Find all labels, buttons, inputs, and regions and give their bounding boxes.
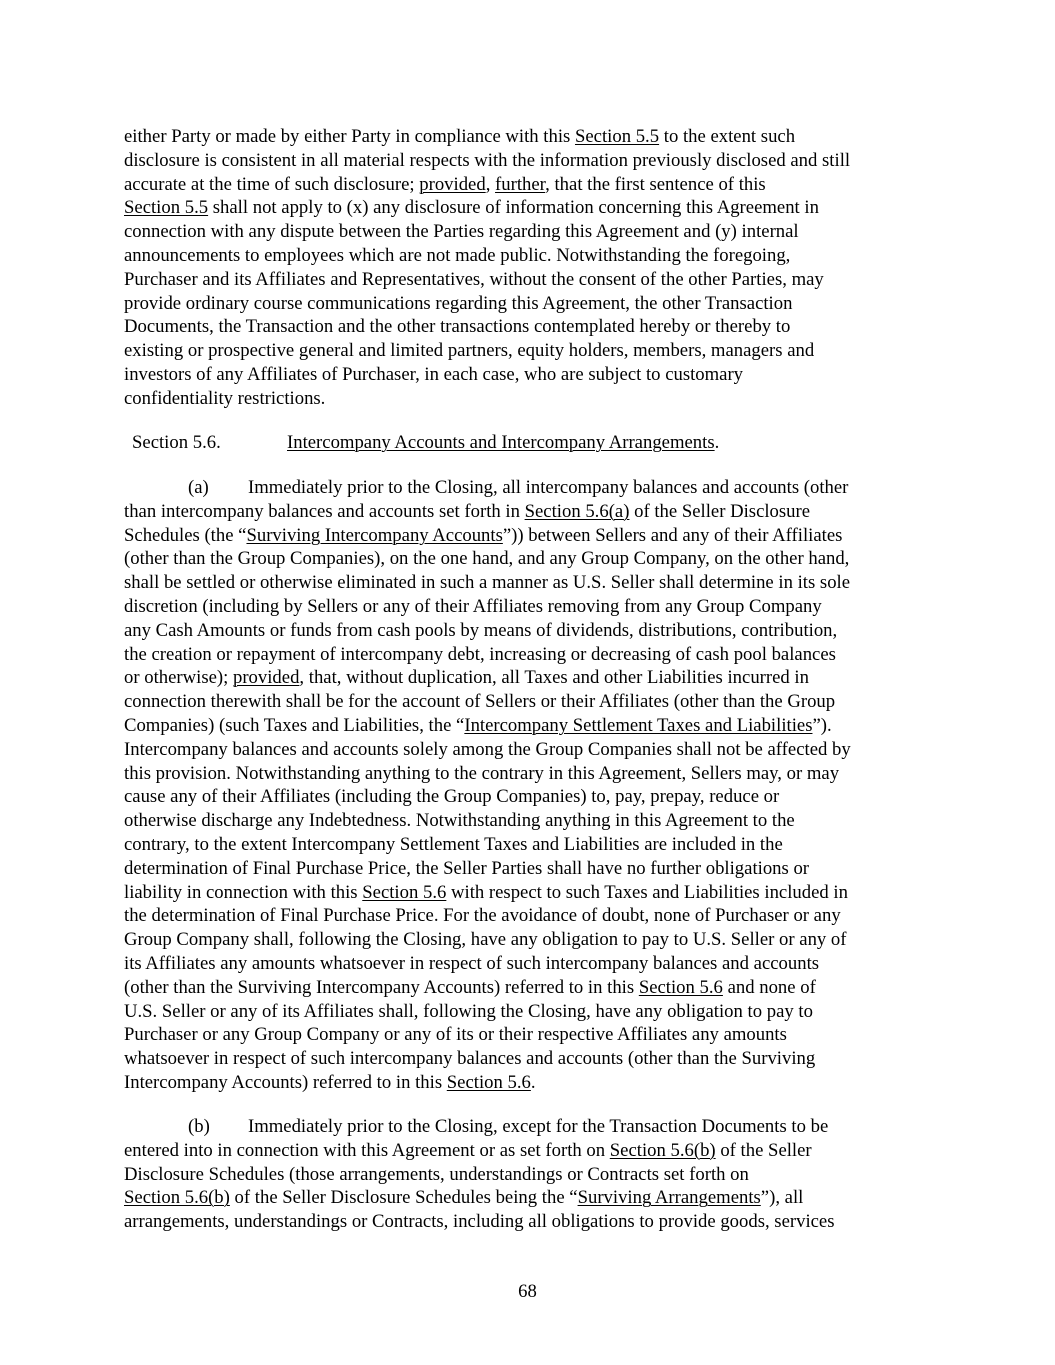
underlined-reference: Section 5.6(b) [609,1139,716,1161]
text-run: entered into in connection with this Agreement or as set forth on [124,1139,610,1161]
underlined-reference: Section 5.6 [362,881,447,903]
text-run: Immediately prior to the Closing, all intercompany balances and accounts (other [248,477,849,498]
text-run: connection therewith shall be for the account of Sellers or their Affiliates (other than the Group [124,691,836,713]
text-run: of the Seller Disclosure [629,500,811,522]
text-run: ”), all [760,1187,804,1209]
text-run: any Cash Amounts or funds from cash pools by means of dividends, distributions, contribution, [124,619,838,641]
section-title: Intercompany Accounts and Intercompany Arrangements [287,432,715,453]
text-run: determination of Final Purchase Price, the Seller Parties shall have no further obligations or [124,857,810,879]
text-line [124,244,936,268]
text-run: Purchaser and its Affiliates and Representatives, without the consent of the other Parties, may [124,268,824,290]
underlined-reference: Section 5.5 [124,197,209,219]
text-run: either Party or made by either Party in compliance with this [124,126,575,147]
text-line [124,268,936,292]
text-line [124,1139,936,1163]
text-line [124,666,936,690]
text-run: shall be settled or otherwise eliminated in such a manner as U.S. Seller shall determine in its sole [124,572,851,594]
text-run: provide ordinary course communications regarding this Agreement, the other Transaction [124,292,793,314]
paragraph-confidentiality [124,125,936,411]
underlined-reference: provided [419,173,486,195]
underlined-reference: Section 5.6(a) [524,500,630,522]
text-run: disclosure is consistent in all material respects with the information previously disclosed and still [124,149,851,171]
text-line [124,833,936,857]
text-run: , that the first sentence of this [545,173,766,195]
text-run: Schedules (the “ [124,524,247,546]
text-line [124,292,936,316]
text-line [124,762,936,786]
section-heading [132,431,719,455]
text-run: with respect to such Taxes and Liabilities included in [446,881,848,903]
text-run: Intercompany Accounts) referred to in this [124,1071,447,1093]
text-run: discretion (including by Sellers or any of their Affiliates removing from any Group Company [124,595,822,617]
text-run: (other than the Group Companies), on the one hand, and any Group Company, on the other hand, [124,548,850,570]
text-run: the creation or repayment of intercompany debt, increasing or decreasing of cash pool balances [124,643,836,665]
text-run: this provision. Notwithstanding anything to the contrary in this Agreement, Sellers may, or may [124,762,840,784]
text-run: Immediately prior to the Closing, except for the Transaction Documents to be [248,1116,829,1137]
text-line [124,1000,936,1024]
text-run: Purchaser or any Group Company or any of its or their respective Affiliates any amounts [124,1024,787,1046]
text-line [124,1047,936,1071]
text-line [124,714,936,738]
text-line [124,547,936,571]
text-line [124,738,936,762]
text-line [124,1115,936,1139]
text-run: Group Company shall, following the Closing, have any obligation to pay to U.S. Seller or any of [124,929,847,951]
underlined-reference: Section 5.5 [574,126,660,147]
subsection-label: (b) [188,1116,210,1137]
text-run: to the extent such [659,126,796,147]
text-run: than intercompany balances and accounts set forth in [124,500,525,522]
text-line [124,149,936,173]
text-line [124,476,936,500]
text-line [124,220,936,244]
text-line [124,125,936,149]
text-run: Companies) (such Taxes and Liabilities, the “ [124,714,465,736]
text-run: Disclosure Schedules (those arrangements, understandings or Contracts set forth on [124,1163,749,1185]
text-run: U.S. Seller or any of its Affiliates shall, following the Closing, have any obligation to pay to [124,1000,813,1022]
section-title-suffix: . [714,432,720,453]
text-line [124,809,936,833]
text-run: connection with any dispute between the Parties regarding this Agreement and (y) internal [124,221,799,243]
text-line [124,619,936,643]
text-run: contrary, to the extent Intercompany Settlement Taxes and Liabilities are included in the [124,833,783,855]
text-line [124,196,936,220]
text-run: . [530,1071,536,1093]
text-run: the determination of Final Purchase Price. For the avoidance of doubt, none of Purchaser or any [124,905,841,927]
text-line [124,363,936,387]
text-line [124,928,936,952]
text-line [124,315,936,339]
text-line [124,571,936,595]
underlined-reference: Surviving Arrangements [577,1187,761,1209]
text-run: whatsoever in respect of such intercompany balances and accounts (other than the Surviving [124,1048,816,1070]
section-number: Section 5.6. [132,432,221,453]
text-run: , [485,173,496,195]
text-line [124,904,936,928]
text-run: investors of any Affiliates of Purchaser, in each case, who are subject to customary [124,363,744,385]
text-line [124,785,936,809]
text-line [124,339,936,363]
text-line [124,643,936,667]
text-line [124,1163,936,1187]
text-line [124,387,936,411]
text-line [124,976,936,1000]
text-run: (other than the Surviving Intercompany Accounts) referred to in this [124,976,639,998]
text-run: Documents, the Transaction and the other transactions contemplated hereby or thereby to [124,316,791,338]
text-run: of the Seller [715,1139,812,1161]
text-line [124,1023,936,1047]
text-line [124,857,936,881]
text-run: accurate at the time of such disclosure; [124,173,420,195]
text-line [124,173,936,197]
text-run: shall not apply to (x) any disclosure of information concerning this Agreement in [208,197,819,219]
text-line [124,952,936,976]
page-number: 68 [518,1281,537,1302]
underlined-reference: Section 5.6 [638,976,723,998]
text-line [124,595,936,619]
text-run: of the Seller Disclosure Schedules being the “ [229,1187,578,1209]
text-run: liability in connection with this [124,881,363,903]
text-run: ”)) between Sellers and any of their Affiliates [502,524,843,546]
text-run: or otherwise); [124,667,233,689]
text-run: otherwise discharge any Indebtedness. Notwithstanding anything in this Agreement to the [124,810,795,832]
text-line [124,524,936,548]
text-line [124,1210,936,1234]
underlined-reference: Intercompany Settlement Taxes and Liabilities [464,714,813,736]
text-line [124,1186,936,1210]
paragraph-b [124,1115,936,1234]
text-run: announcements to employees which are not made public. Notwithstanding the foregoing, [124,244,791,266]
subsection-label: (a) [188,477,209,498]
text-run: its Affiliates any amounts whatsoever in respect of such intercompany balances and accounts [124,952,820,974]
underlined-reference: Section 5.6 [446,1071,531,1093]
underlined-reference: further [495,173,546,195]
text-line [124,690,936,714]
text-run: and none of [722,976,816,998]
text-run: existing or prospective general and limited partners, equity holders, members, managers and [124,340,815,362]
underlined-reference: Surviving Intercompany Accounts [246,524,503,546]
text-line [124,881,936,905]
text-run: , that, without duplication, all Taxes and other Liabilities incurred in [299,667,809,689]
text-run: confidentiality restrictions. [124,387,326,409]
text-run: arrangements, understandings or Contracts, including all obligations to provide goods, services [124,1211,835,1233]
underlined-reference: Section 5.6(b) [124,1187,230,1209]
text-line [124,1071,936,1095]
underlined-reference: provided [232,667,300,689]
text-run: Intercompany balances and accounts solely among the Group Companies shall not be affected by [124,738,851,760]
text-line [124,500,936,524]
text-run: ”). [812,714,832,736]
text-run: cause any of their Affiliates (including the Group Companies) to, pay, prepay, reduce or [124,786,780,808]
paragraph-a [124,476,936,1095]
